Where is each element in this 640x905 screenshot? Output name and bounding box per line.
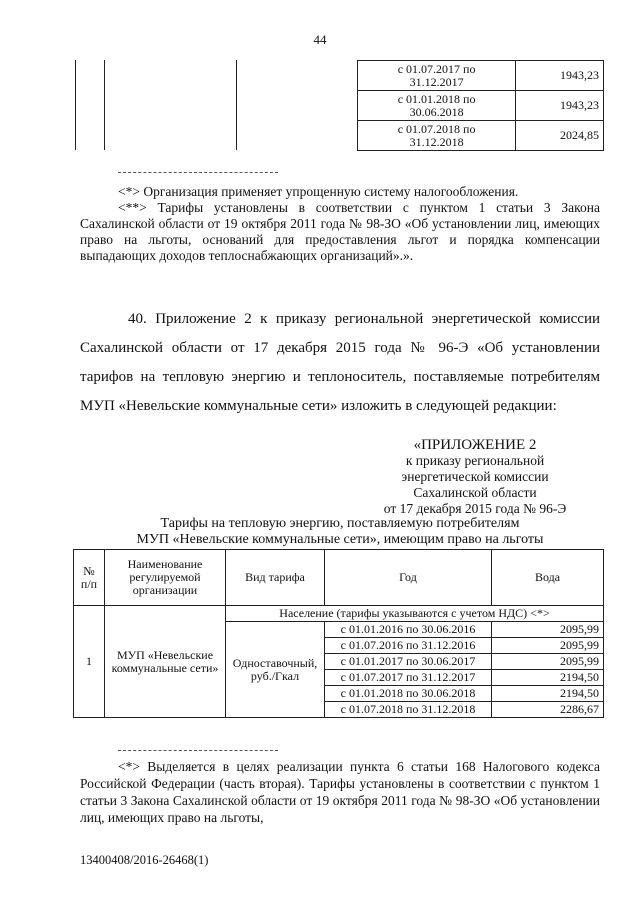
top-table: [357, 60, 604, 151]
org-name: МУП «Невельские коммунальные сети»: [105, 606, 226, 718]
appendix-title: «ПРИЛОЖЕНИЕ 2: [413, 437, 537, 453]
value-cell: 2194,50: [492, 686, 604, 702]
value-cell: 2095,99: [492, 622, 604, 638]
value-cell: 2095,99: [492, 638, 604, 654]
value-cell: 2095,99: [492, 654, 604, 670]
appendix-line: к приказу региональной: [405, 453, 545, 468]
period-cell: с 01.01.2017 по 30.06.2017: [325, 654, 492, 670]
period-cell: с 01.01.2018 по 30.06.2018: [358, 91, 516, 121]
table-header-row: [74, 550, 604, 606]
table-title-line: МУП «Невельские коммунальные сети», имеющим право на льготы: [136, 532, 544, 547]
tariff-type: Одноставочный, руб./Гкал: [226, 622, 325, 718]
row-number: 1: [74, 606, 105, 718]
table-title: [80, 516, 600, 548]
table-title-line: Тарифы на тепловую энергию, поставляемую потребителям: [160, 516, 520, 531]
value-cell: 1943,23: [516, 91, 604, 121]
appendix-line: Сахалинской области: [413, 485, 537, 500]
value-cell: 2286,67: [492, 702, 604, 718]
period-cell: с 01.07.2017 по 31.12.2017: [325, 670, 492, 686]
table-divider: [104, 60, 105, 150]
period-cell: с 01.07.2018 по 31.12.2018: [325, 702, 492, 718]
footnote-bottom: <*> Выделяется в целях реализации пункта 6 статьи 168 Налогового кодекса Российской Федерации (часть вторая). Тарифы установлены в соответствии с пунктом 1 статьи 3 Закона Сахалинской области от 19 октября 2011 года № 98-ЗО «Об установлении лиц, имеющих право на льготы,: [80, 759, 600, 825]
period-cell: с 01.07.2016 по 31.12.2016: [325, 638, 492, 654]
header-num: № п/п: [74, 550, 105, 606]
top-table-fragment: [75, 60, 604, 150]
header-org: Наименование регулируемой организации: [105, 550, 226, 606]
table-row: [74, 606, 604, 622]
section-row: Население (тарифы указываются с учетом НДС) <*>: [226, 606, 604, 622]
footnote-rule: [118, 172, 278, 173]
footnote-1: <*> Организация применяет упрощенную систему налогообложения.: [118, 184, 519, 199]
page-number: 44: [313, 32, 327, 47]
period-cell: с 01.07.2017 по 31.12.2017: [358, 61, 516, 91]
footnote-rule: [118, 750, 278, 751]
value-cell: 2194,50: [492, 670, 604, 686]
appendix-header: [330, 437, 620, 517]
appendix-date: от 17 декабря 2015 года № 96-Э: [383, 501, 567, 516]
table-divider: [236, 60, 237, 150]
paragraph-40: 40. Приложение 2 к приказу региональной энергетической комиссии Сахалинской области от 17 декабря 2015 года № 96-Э «Об установлении тарифов на тепловую энергию и теплоноситель, поставляемые потребителям МУП «Невельские коммунальные сети» изложить в следующей редакции:: [80, 311, 600, 414]
footnote-2: <**> Тарифы установлены в соответствии с пунктом 1 статьи 3 Закона Сахалинской области от 19 октября 2011 года № 98-ЗО «Об установлении лиц, имеющих право на льготы, оснований для предоставления льгот и порядка компенсации выпадающих доходов теплоснабжающих организаций».».: [80, 200, 600, 263]
tariff-table: [73, 549, 604, 718]
table-row: [358, 91, 604, 121]
document-code: 13400408/2016-26468(1): [80, 853, 209, 867]
header-year: Год: [325, 550, 492, 606]
header-water: Вода: [492, 550, 604, 606]
table-row: [358, 61, 604, 91]
value-cell: 1943,23: [516, 61, 604, 91]
period-cell: с 01.07.2018 по 31.12.2018: [358, 121, 516, 151]
appendix-line: энергетической комиссии: [401, 469, 549, 484]
table-row: [358, 121, 604, 151]
header-type: Вид тарифа: [226, 550, 325, 606]
period-cell: с 01.01.2018 по 30.06.2018: [325, 686, 492, 702]
value-cell: 2024,85: [516, 121, 604, 151]
period-cell: с 01.01.2016 по 30.06.2016: [325, 622, 492, 638]
footnotes-block: [80, 184, 600, 264]
